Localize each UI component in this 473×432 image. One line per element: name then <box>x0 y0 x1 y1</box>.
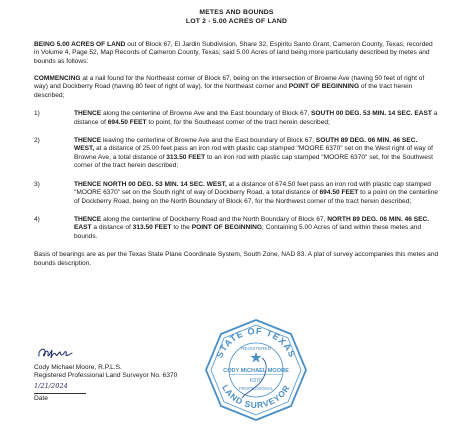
intro-text: out of Block 67, El Jardin Subdivision, Share 32, Espiritu Santo Grant, Cameron County, Texas, recorded in Volume 4, Page 52, Map Records of Cameron County, Texas; said 5.00 Acres of land being more particularly described by metes and bounds as follows: <box>34 40 433 65</box>
course-span: a distance of <box>74 110 438 126</box>
surveyor-title: Registered Professional Land Surveyor No. 6370 <box>34 372 178 380</box>
commencing-bold-pob: POINT OF BEGINNING <box>288 83 360 91</box>
document-title: METES AND BOUNDS <box>199 9 274 16</box>
document-subtitle: LOT 2 - 5.00 ACRES OF LAND <box>185 18 288 26</box>
course-bold: 694.50 FEET <box>107 118 147 126</box>
signed-date: 1/21/2024 <box>34 382 68 390</box>
course-bold: THENCE <box>74 110 102 118</box>
course-span: a distance of <box>91 224 133 232</box>
course-bold: SOUTH 00 DEG. 53 MIN. 14 SEC. EAST <box>311 110 432 118</box>
course-bold: THENCE NORTH 00 DEG. 53 MIN. 14 SEC. WEST, <box>74 180 227 188</box>
course-span: to the <box>171 224 192 232</box>
surveyor-name: Cody Michael Moore, R.P.L.S. <box>34 364 122 371</box>
course-number: 3) <box>34 180 40 188</box>
course-span: to an iron rod with plastic cap stamped "MOORE 6370" set, for the Southwest corner of the tract herein described; <box>74 153 433 170</box>
course-number: 2) <box>34 137 40 145</box>
seal-star-icon <box>250 352 261 363</box>
intro-paragraph <box>34 41 439 66</box>
seal-bottom-text: LAND SURVEYOR <box>220 382 292 411</box>
course-text <box>74 110 439 127</box>
course-span: leaving the centerline of Browne Ave and the East boundary of Block 67, <box>101 137 316 145</box>
seal-number: 6370 <box>249 378 263 384</box>
course-span: to a point on the centerline of Dockberry Road, being on the North Boundary of Block 67, for the Northwest corner of the tract herein described; <box>74 189 438 205</box>
commencing-bold: COMMENCING <box>34 75 81 83</box>
course-bold: THENCE <box>74 215 102 223</box>
course-span: to point, for the Southeast corner of the tract herein described; <box>146 118 330 126</box>
course-text <box>74 216 439 241</box>
intro-bold: BEING 5.00 ACRES OF LAND <box>34 40 126 48</box>
course-bold: SOUTH 89 DEG. 06 MIN. 46 SEC. WEST, <box>74 137 418 153</box>
course-bold: NORTH 89 DEG. 06 MIN. 46 SEC. EAST <box>74 215 430 232</box>
course-bold-pob: POINT OF BEGINNING <box>191 224 263 232</box>
seal-registered: REGISTERED <box>241 346 271 351</box>
course-bold: THENCE <box>74 137 102 145</box>
commencing-text-end: of the tract herein described; <box>34 83 413 99</box>
course-number: 1) <box>34 110 40 118</box>
course-text <box>74 137 439 171</box>
seal-top-text: STATE OF TEXAS <box>214 325 298 360</box>
course-span: ; Containing 5.00 Acres of land within these metes and bounds. <box>74 224 422 240</box>
date-label: Date <box>34 395 48 402</box>
course-2 <box>34 137 439 171</box>
course-span: along the centerline of Browne Ave and the East boundary of Block 67, <box>101 110 312 118</box>
course-span: at a distance of 25.00 feet pass an iron rod with plastic cap stamped "MOORE 6370" set on the West right of way of Browne Ave, a total distance of <box>74 145 433 161</box>
course-bold: 694.50 FEET <box>319 189 359 197</box>
course-span: at a distance of 674.50 feet pass an iron rod with plastic cap stamped "MOORE 6370" set on the South right of way of Dockberry Road, a total distance of <box>74 180 431 197</box>
course-bold: 313.50 FEET <box>132 224 172 232</box>
handwritten-signature-icon <box>36 344 76 362</box>
basis-of-bearings: Basis of bearings are as per the Texas State Plane Coordinate System, South Zone, NAD 83. A plat of survey accompanies this metes and bounds description. <box>34 251 439 267</box>
course-text <box>74 181 439 206</box>
seal-professional: PROFESSIONAL <box>238 386 274 391</box>
course-number: 4) <box>34 215 40 223</box>
course-bold: 313.50 FEET <box>166 153 206 161</box>
surveyor-seal-icon <box>204 318 308 422</box>
seal-name: CODY MICHAEL MOORE <box>223 368 289 374</box>
course-4 <box>34 216 439 241</box>
date-underline <box>34 393 86 394</box>
course-1 <box>34 110 439 127</box>
commencing-paragraph <box>34 75 439 100</box>
course-3 <box>34 181 439 206</box>
commencing-text: at a nail found for the Northeast corner of Block 67, being on the intersection of Browne Ave (having 50 feet of right of way) and Dockberry Road (having 80 feet of right of way), for the Northeast corner and <box>34 75 425 91</box>
course-span: along the centerline of Dockberry Road and the North Boundary of Block 67, <box>101 215 328 223</box>
